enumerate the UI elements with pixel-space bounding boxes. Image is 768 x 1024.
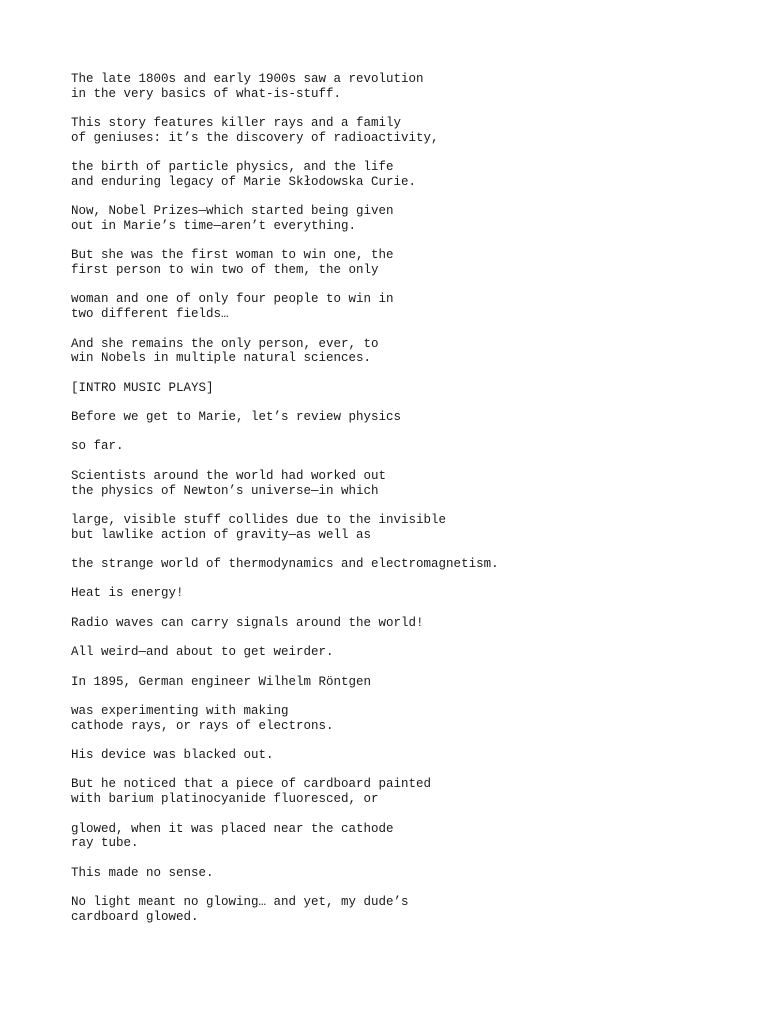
text-line: Radio waves can carry signals around the world! [71,615,424,630]
text-line: And she remains the only person, ever, to [71,336,379,351]
paragraph [71,337,731,366]
text-line: the birth of particle physics, and the life [71,160,394,175]
paragraph [71,645,731,660]
paragraph [71,292,731,321]
paragraph [71,822,731,851]
paragraph [71,704,731,733]
paragraph [71,72,731,101]
text-line: Before we get to Marie, let’s review physics [71,410,402,425]
text-line: Now, Nobel Prizes—which started being given [71,204,394,219]
text-line: win Nobels in multiple natural sciences. [71,351,372,366]
text-line: All weird—and about to get weirder. [71,645,334,660]
text-line: two different fields… [71,307,229,322]
text-line: woman and one of only four people to win in [71,292,394,307]
text-line: The late 1800s and early 1900s saw a revolution [71,72,424,86]
paragraph [71,469,731,498]
text-line: cardboard glowed. [71,909,199,924]
text-line: His device was blacked out. [71,748,274,763]
text-line: In 1895, German engineer Wilhelm Röntgen [71,674,372,689]
paragraph [71,116,731,145]
text-line: But she was the first woman to win one, the [71,248,394,263]
text-line: in the very basics of what-is-stuff. [71,86,342,101]
paragraph [71,439,731,454]
paragraph [71,675,731,690]
paragraph [71,513,731,542]
text-line: so far. [71,439,124,454]
paragraph [71,160,731,189]
paragraph [71,895,731,924]
text-line: was experimenting with making [71,703,289,718]
text-line: This story features killer rays and a family [71,116,402,131]
paragraph [71,204,731,233]
text-line: but lawlike action of gravity—as well as [71,527,372,542]
text-line: Scientists around the world had worked out [71,468,387,483]
text-line: out in Marie’s time—aren’t everything. [71,218,357,233]
paragraph [71,866,731,881]
transcript-text [71,72,731,939]
text-line: But he noticed that a piece of cardboard painted [71,777,432,792]
text-line: This made no sense. [71,865,214,880]
text-line: cathode rays, or rays of electrons. [71,718,334,733]
text-line: ray tube. [71,836,139,851]
text-line: No light meant no glowing… and yet, my dude’s [71,895,409,910]
paragraph [71,748,731,763]
text-line: the physics of Newton’s universe—in which [71,483,379,498]
text-line: [INTRO MUSIC PLAYS] [71,380,214,395]
text-line: of geniuses: it’s the discovery of radioactivity, [71,130,439,145]
text-line: and enduring legacy of Marie Skłodowska Curie. [71,174,417,189]
paragraph [71,248,731,277]
paragraph [71,586,731,601]
text-line: first person to win two of them, the only [71,263,379,278]
paragraph [71,410,731,425]
text-line: with barium platinocyanide fluoresced, or [71,792,379,807]
paragraph [71,777,731,806]
text-line: glowed, when it was placed near the cathode [71,821,394,836]
paragraph [71,616,731,631]
text-line: the strange world of thermodynamics and electromagnetism. [71,557,499,572]
paragraph [71,557,731,572]
text-line: Heat is energy! [71,586,184,601]
text-line: large, visible stuff collides due to the invisible [71,512,447,527]
paragraph [71,381,731,396]
